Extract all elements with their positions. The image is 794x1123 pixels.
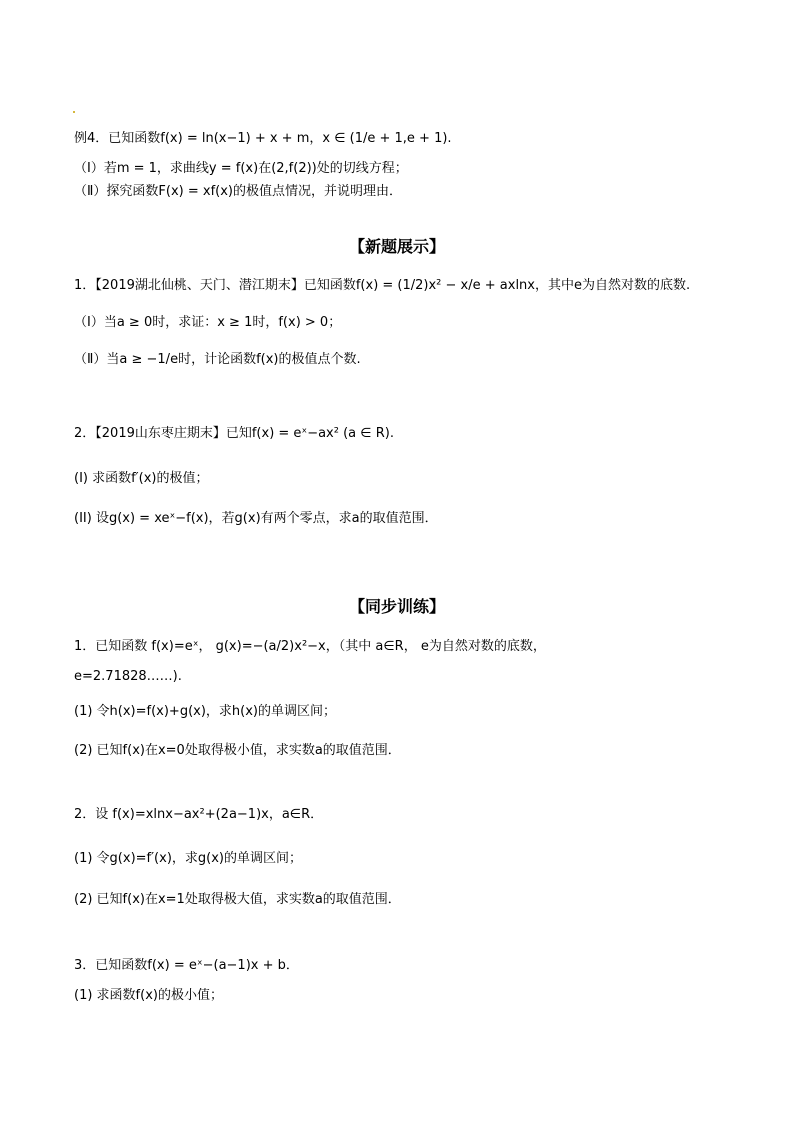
section-title-new: 【新题展示】 bbox=[348, 237, 445, 256]
sync-q3-stem: 3．已知函数f(x) = eˣ−(a−1)x + b． bbox=[74, 958, 299, 973]
sync-q2-part2: (2) 已知f(x)在x=1处取得极大值，求实数a的取值范围． bbox=[74, 892, 401, 907]
new-q2-stem: 2．【2019山东枣庄期末】已知f(x) = eˣ−ax² (a ∈ R). bbox=[74, 426, 394, 441]
new-q1-part1: （Ⅰ）当a ≥ 0时，求证：x ≥ 1时，f(x) > 0； bbox=[74, 315, 342, 330]
sync-q1-stem-b: e=2.71828……). bbox=[74, 669, 182, 684]
section-title-sync: 【同步训练】 bbox=[348, 597, 445, 616]
sync-q3-part1: (1) 求函数f(x)的极小值； bbox=[74, 988, 223, 1003]
example4-part1: （Ⅰ）若m = 1，求曲线y = f(x)在(2,f(2))处的切线方程； bbox=[74, 161, 408, 176]
new-q1-stem: 1．【2019湖北仙桃、天门、潜江期末】已知函数f(x) = (1/2)x² − x/e + axlnx，其中e为自然对数的底数. bbox=[74, 278, 691, 293]
sync-q1-part2: (2) 已知f(x)在x=0处取得极小值，求实数a的取值范围． bbox=[74, 743, 401, 758]
new-q1-part2: （Ⅱ）当a ≥ −1/e时，计论函数f(x)的极值点个数. bbox=[74, 352, 361, 367]
sync-q1-part1: (1) 令h(x)=f(x)+g(x)，求h(x)的单调区间； bbox=[74, 704, 336, 719]
new-q2-part1: (I) 求函数f′(x)的极值； bbox=[74, 471, 209, 486]
sync-q1-stem-a: 1．已知函数 f(x)=eˣ， g(x)=−(a/2)x²−x，（其中 a∈R， e为自然对数的底数， bbox=[74, 639, 546, 654]
sync-q2-stem: 2．设 f(x)=xlnx−ax²+(2a−1)x，a∈R． bbox=[74, 807, 324, 822]
new-q2-part2: (II) 设g(x) = xeˣ−f(x)，若g(x)有两个零点，求a的取值范围． bbox=[74, 511, 438, 526]
stray-mark bbox=[73, 111, 75, 113]
sync-q2-part1: (1) 令g(x)=f′(x)，求g(x)的单调区间； bbox=[74, 851, 302, 866]
example4-part2: （Ⅱ）探究函数F(x) = xf(x)的极值点情况，并说明理由． bbox=[74, 184, 402, 199]
example4-intro: 例4．已知函数f(x) = ln(x−1) + x + m，x ∈ (1/e + 1,e + 1). bbox=[74, 131, 452, 146]
